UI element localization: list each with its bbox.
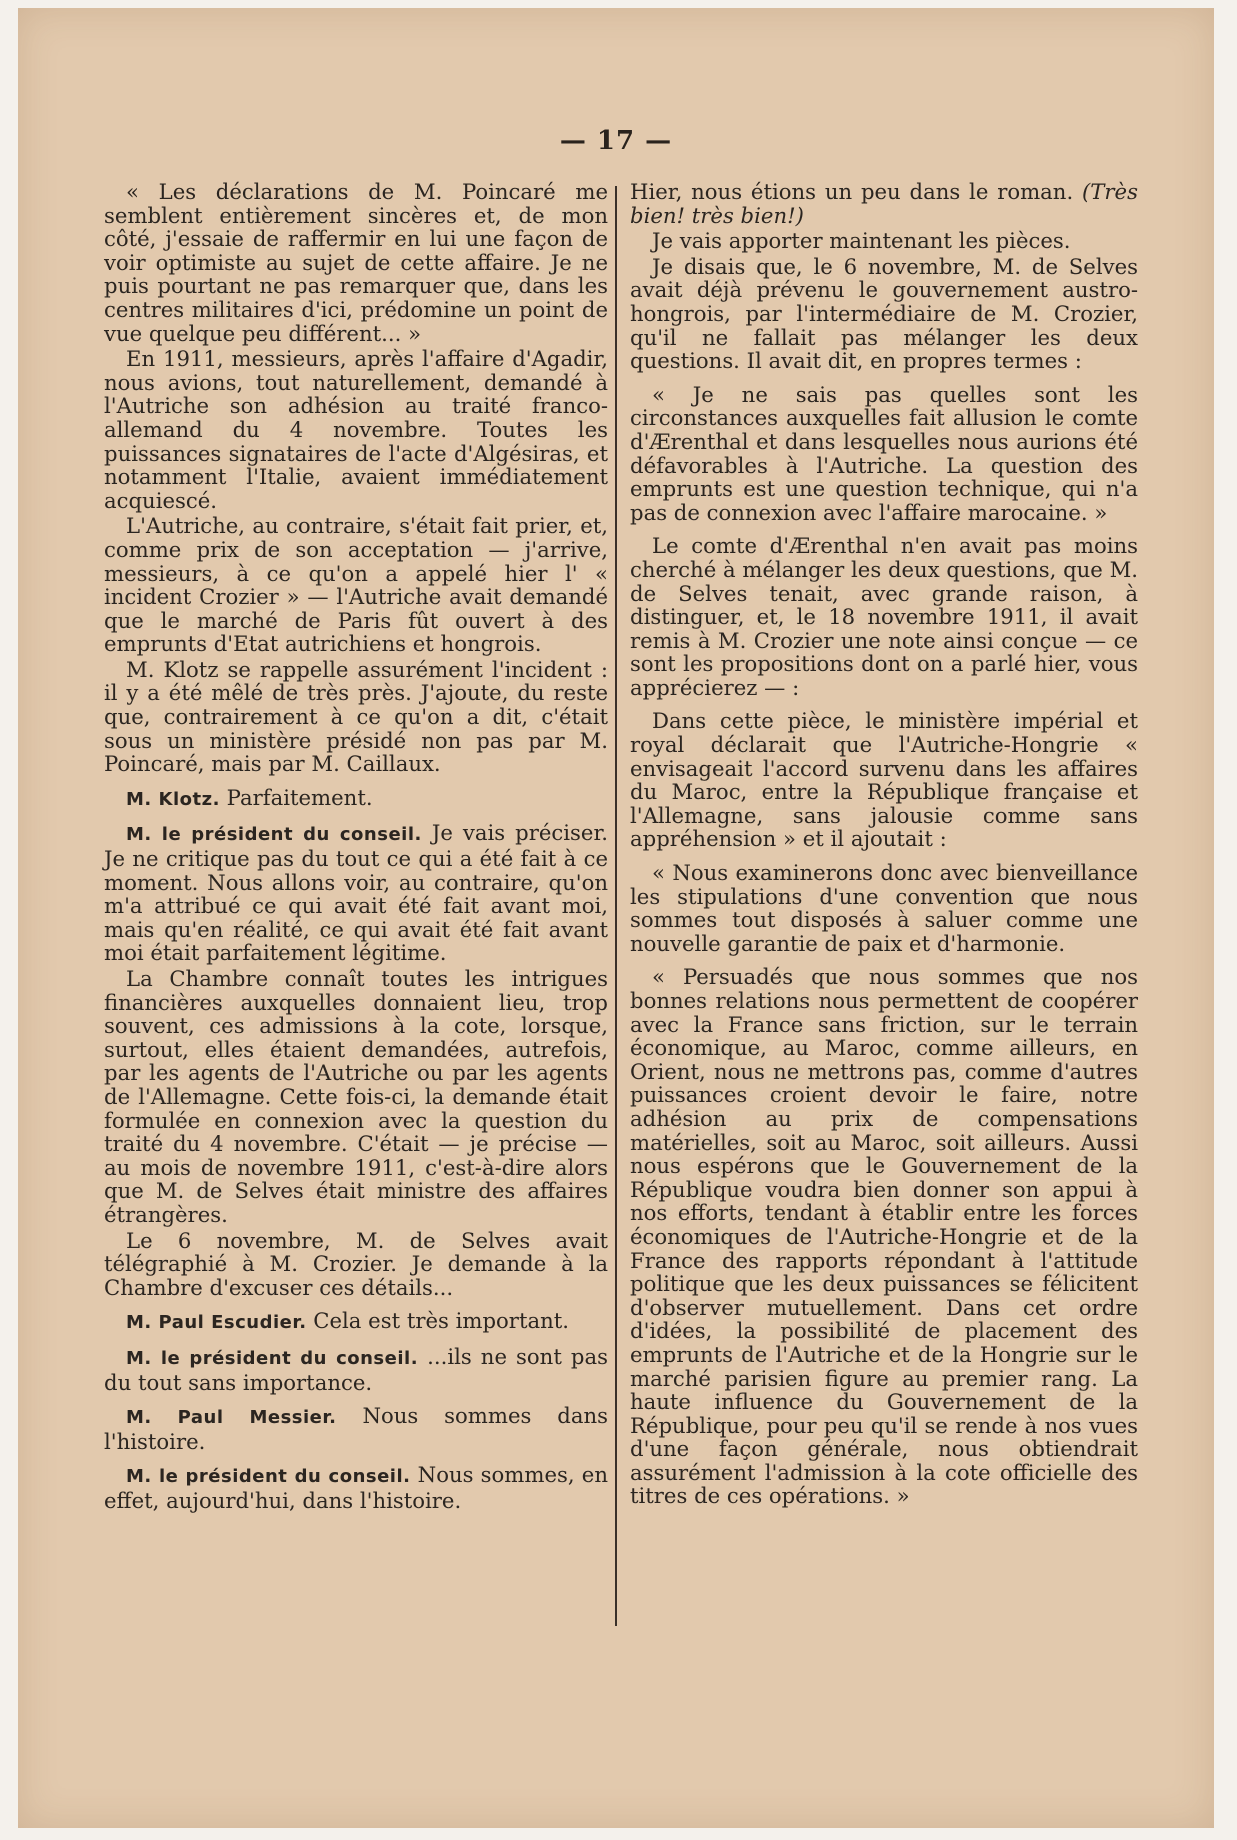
speech-text: Cela est très important. xyxy=(313,1308,569,1334)
speech-text: Nous sommes, en effet, aujourd'hui, dans l'histoire. xyxy=(104,1462,608,1513)
paragraph: Le 6 novembre, M. de Selves avait télégraphié à M. Crozier. Je demande à la Chambre d'excuser ces détails... xyxy=(104,1227,608,1300)
speech-paragraph xyxy=(104,821,608,965)
paragraph: L'Autriche, au contraire, s'était fait prier, et, comme prix de son acceptation — j'arrive, messieurs, à ce qu'on a appelé hier l' « incident Crozier » — l'Autriche avait demandé que le marché de Paris fût ouvert à des emprunts d'Etat autrichiens et hongrois. xyxy=(104,513,608,657)
speech-paragraph xyxy=(104,1404,608,1453)
document-page xyxy=(18,8,1214,1828)
speaker-name: M. Paul Messier. xyxy=(126,1407,337,1429)
paragraph: « Les déclarations de M. Poincaré me semblent entièrement sincères et, de mon côté, j'essaie de raffermir en lui une façon de voir optimiste au sujet de cette affaire. Je ne puis pourtant ne pas remarquer que, dans les centres militaires d'ici, prédomine un point de vue quelque peu différent... » xyxy=(104,179,608,346)
speaker-name: M. le président du conseil. xyxy=(126,1466,411,1488)
speech-paragraph xyxy=(104,1309,608,1335)
speaker-name: M. le président du conseil. xyxy=(126,824,422,846)
speech-text: ...ils ne sont pas du tout sans importance. xyxy=(104,1343,608,1395)
paragraph xyxy=(630,180,1138,227)
paragraph: La Chambre connaît toutes les intrigues financières auxquelles donnaient lieu, trop souvent, ces admissions à la cote, lorsque, surtout, elles étaient demandées, autrefois, par les agents de l'Autriche ou par les agents de l'Allemagne. Cette fois-ci, la demande était formulée en connexion avec la question du traité du 4 novembre. C'était — je précise — au mois de novembre 1911, c'est-à-dire alors que M. de Selves était ministre des affaires étrangères. xyxy=(104,966,608,1227)
speech-text: Nous sommes dans l'histoire. xyxy=(104,1403,608,1454)
paragraph: En 1911, messieurs, après l'affaire d'Agadir, nous avions, tout naturellement, demandé à l'Autriche son adhésion au traité franco-allemand du 4 novembre. Toutes les puissances signataires de l'acte d'Algésiras, et notamment l'Italie, avaient immédiatement acquiescé. xyxy=(104,346,608,513)
speech-paragraph xyxy=(104,1345,608,1394)
paragraph: Dans cette pièce, le ministère impérial et royal déclarait que l'Autriche-Hongrie « envisageait l'accord survenu dans les affaires du Maroc, entre la République française et l'Allemagne, sans jalousie comme sans appréhension » et il ajoutait : xyxy=(630,708,1138,852)
column-divider xyxy=(615,186,617,1626)
right-column xyxy=(630,180,1138,1510)
quote-paragraph: « Persuadés que nous sommes que nos bonnes relations nous permettent de coopérer avec la France sans friction, sur le terrain économique, au Maroc, comme ailleurs, en Orient, nous ne mettrons pas, comme d'autres puissances croient devoir le faire, notre adhésion au prix de compensations matérielles, soit au Maroc, soit ailleurs. Aussi nous espérons que le Gouvernement de la République voudra bien donner son appui à nos efforts, tendant à établir entre les forces économiques de l'Autriche-Hongrie et de la France des rapports répondant à l'attitude politique que les deux puissances se félicitent d'observer mutuellement. Dans cet ordre d'idées, la possibilité de placement des emprunts de l'Autriche et de la Hongrie sur le marché parisien figure au premier rang. La haute influence du Gouvernement de la République, pour peu qu'il se rende à nos vues d'une façon générale, nous obtiendrait assurément l'admission à la cote officielle des titres de ces opérations. » xyxy=(630,964,1138,1509)
speech-paragraph xyxy=(104,786,608,812)
left-column xyxy=(104,180,608,1514)
speech-text: Parfaitement. xyxy=(226,784,373,810)
speaker-name: M. Klotz. xyxy=(126,788,220,810)
paragraph: M. Klotz se rappelle assurément l'incident : il y a été mêlé de très près. J'ajoute, du reste que, contrairement à ce qu'on a dit, c'était sous un ministère présidé non pas par M. Poincaré, mais par M. Caillaux. xyxy=(104,656,608,777)
speech-paragraph xyxy=(104,1463,608,1512)
speaker-name: M. Paul Escudier. xyxy=(126,1312,307,1334)
speaker-name: M. le président du conseil. xyxy=(126,1347,419,1369)
paragraph: Je disais que, le 6 novembre, M. de Selves avait déjà prévenu le gouvernement austro-hongrois, par l'intermédiaire de M. Crozier, qu'il ne fallait pas mélanger les deux questions. Il avait dit, en propres termes : xyxy=(630,253,1138,374)
quote-paragraph: « Je ne sais pas quelles sont les circonstances auxquelles fait allusion le comte d'Ærenthal et dans lesquelles nous aurions été défavorables à l'Autriche. La question des emprunts est une question technique, qui n'a pas de connexion avec l'affaire marocaine. » xyxy=(630,381,1138,525)
page-number: — 17 — xyxy=(559,126,673,156)
paragraph: Le comte d'Ærenthal n'en avait pas moins cherché à mélanger les deux questions, que M. de Selves tenait, avec grande raison, à distinguer, et, le 18 novembre 1911, il avait remis à M. Crozier une note ainsi conçue — ce sont les propositions dont on a parlé hier, vous apprécierez — : xyxy=(630,533,1138,700)
paragraph: Je vais apporter maintenant les pièces. xyxy=(652,228,1071,254)
speech-text: Je vais préciser. Je ne critique pas du tout ce qui a été fait à ce moment. Nous allons voir, au contraire, qu'on m'a attribué ce qui avait été fait avant moi, mais qu'en réalité, ce qui avait été fait avant moi était parfaitement légitime. xyxy=(104,820,608,966)
quote-paragraph: « Nous examinerons donc avec bienveillance les stipulations d'une convention que nous sommes tout disposés à saluer comme une nouvelle garantie de paix et d'harmonie. xyxy=(630,860,1138,956)
paragraph-text: Hier, nous étions un peu dans le roman. xyxy=(630,179,1074,204)
applause-note: (Très bien! très bien!) xyxy=(630,179,1138,228)
